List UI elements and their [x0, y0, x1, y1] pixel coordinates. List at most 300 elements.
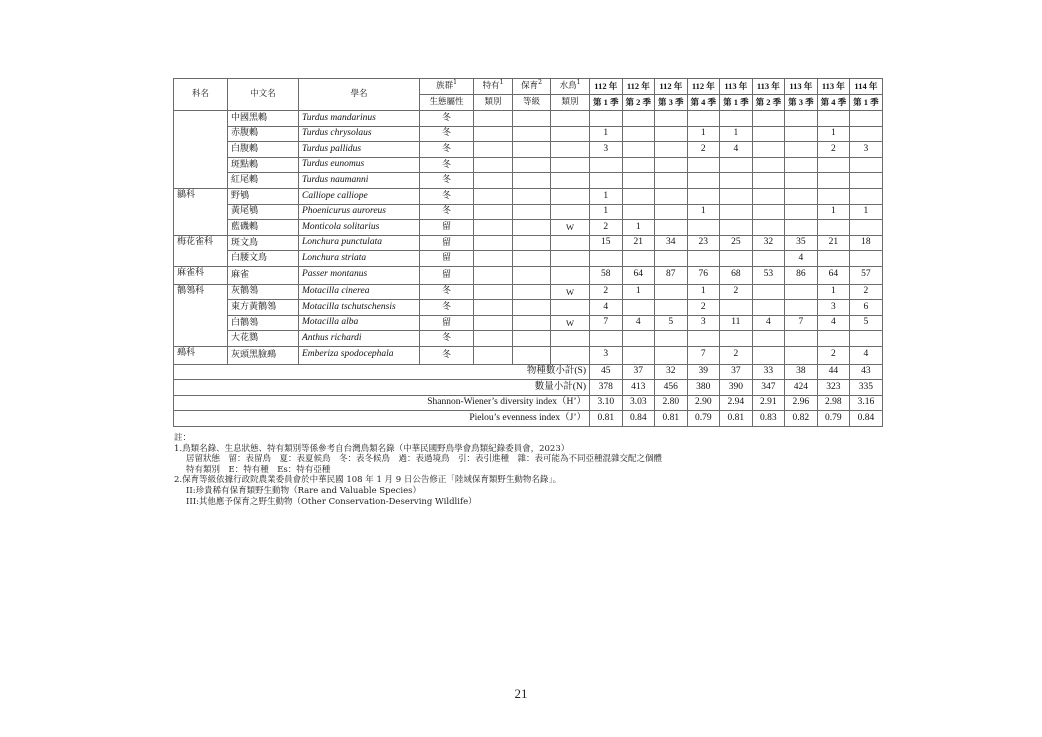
chinese-name-cell: 灰鶺鴒	[228, 284, 299, 300]
count-cell: 2	[720, 346, 753, 364]
table-row	[174, 235, 883, 251]
count-cell: 7	[785, 315, 818, 331]
count-cell	[752, 220, 785, 236]
header-season-year: 113 年	[785, 79, 818, 95]
summary-value: 2.98	[817, 395, 850, 411]
count-cell	[785, 284, 818, 300]
count-cell: 3	[817, 300, 850, 316]
table-row	[174, 300, 883, 316]
scientific-name-cell: Lonchura striata	[299, 251, 420, 267]
count-cell	[785, 188, 818, 204]
summary-value: 33	[752, 364, 785, 380]
table-row	[174, 331, 883, 347]
count-cell	[687, 331, 720, 347]
count-cell	[817, 157, 850, 173]
family-cell: 鶲科	[174, 188, 228, 235]
count-cell	[655, 157, 688, 173]
count-cell	[622, 142, 655, 158]
summary-row	[174, 411, 883, 427]
scientific-name-cell: Turdus pallidus	[299, 142, 420, 158]
chinese-name-cell: 白腹鶇	[228, 142, 299, 158]
conservation-cell	[513, 111, 551, 127]
summary-value: 2.91	[752, 395, 785, 411]
summary-row	[174, 364, 883, 380]
endemic-cell	[474, 251, 513, 267]
waterbird-cell	[551, 126, 590, 142]
summary-value: 44	[817, 364, 850, 380]
count-cell	[720, 204, 753, 220]
summary-value: 37	[622, 364, 655, 380]
header-season-year: 114 年	[850, 79, 883, 95]
count-cell	[622, 157, 655, 173]
count-cell	[785, 331, 818, 347]
scientific-name-cell: Anthus richardi	[299, 331, 420, 347]
summary-value: 45	[590, 364, 623, 380]
count-cell	[752, 346, 785, 364]
waterbird-cell	[551, 111, 590, 127]
count-cell	[752, 157, 785, 173]
count-cell	[590, 331, 623, 347]
table-row	[174, 111, 883, 127]
summary-row	[174, 395, 883, 411]
count-cell: 1	[590, 188, 623, 204]
waterbird-cell	[551, 157, 590, 173]
count-cell	[785, 173, 818, 189]
header-season: 第 4 季	[687, 95, 720, 111]
conservation-cell	[513, 188, 551, 204]
summary-value: 378	[590, 380, 623, 396]
summary-label: Pielou’s evenness index（J’）	[174, 411, 590, 427]
header-waterbird-sub: 類別	[551, 95, 590, 111]
conservation-cell	[513, 315, 551, 331]
summary-value: 2.80	[655, 395, 688, 411]
chinese-name-cell: 大花鷚	[228, 331, 299, 347]
scientific-name-cell: Passer montanus	[299, 266, 420, 284]
family-cell: 鶺鴒科	[174, 284, 228, 346]
scientific-name-cell: Turdus mandarinus	[299, 111, 420, 127]
population-cell: 冬	[420, 173, 474, 189]
header-season-year: 112 年	[687, 79, 720, 95]
header-season: 第 3 季	[655, 95, 688, 111]
endemic-cell	[474, 300, 513, 316]
population-cell: 留	[420, 266, 474, 284]
summary-value: 0.83	[752, 411, 785, 427]
count-cell: 35	[785, 235, 818, 251]
table-row	[174, 284, 883, 300]
waterbird-cell	[551, 173, 590, 189]
endemic-cell	[474, 315, 513, 331]
count-cell	[720, 173, 753, 189]
waterbird-cell: W	[551, 284, 590, 300]
endemic-cell	[474, 266, 513, 284]
header-population: 族群$^1$	[420, 79, 474, 95]
table-row	[174, 173, 883, 189]
waterbird-cell	[551, 346, 590, 364]
population-cell: 留	[420, 315, 474, 331]
count-cell	[655, 346, 688, 364]
summary-value: 2.94	[720, 395, 753, 411]
page-number: 21	[514, 686, 528, 701]
summary-value: 2.96	[785, 395, 818, 411]
count-cell: 7	[687, 346, 720, 364]
header-waterbird: 水鳥$^1$	[551, 79, 590, 95]
header-season-year: 113 年	[817, 79, 850, 95]
count-cell: 18	[850, 235, 883, 251]
family-cell	[174, 111, 228, 189]
conservation-cell	[513, 235, 551, 251]
conservation-cell	[513, 251, 551, 267]
conservation-cell	[513, 204, 551, 220]
population-cell: 冬	[420, 126, 474, 142]
footnote-line: 1.鳥類名錄、生息狀態、特有類別等係參考自台灣鳥類名錄（中華民國野鳥學會鳥類紀錄委員會，2023）	[174, 443, 570, 454]
summary-value: 38	[785, 364, 818, 380]
header-season-year: 113 年	[720, 79, 753, 95]
count-cell: 23	[687, 235, 720, 251]
chinese-name-cell: 紅尾鶇	[228, 173, 299, 189]
count-cell: 4	[850, 346, 883, 364]
count-cell	[622, 346, 655, 364]
count-cell	[785, 126, 818, 142]
table-row	[174, 251, 883, 267]
count-cell: 4	[817, 315, 850, 331]
summary-label: 數量小計(N)	[174, 380, 590, 396]
scientific-name-cell: Phoenicurus auroreus	[299, 204, 420, 220]
endemic-cell	[474, 220, 513, 236]
summary-label: Shannon-Wiener’s diversity index（H’）	[174, 395, 590, 411]
population-cell: 冬	[420, 204, 474, 220]
header-family: 科名	[174, 79, 228, 111]
count-cell: 32	[752, 235, 785, 251]
conservation-cell	[513, 173, 551, 189]
footnote-title: 註：	[174, 433, 192, 443]
waterbird-cell	[551, 235, 590, 251]
count-cell	[817, 188, 850, 204]
summary-label: 物種數小計(S)	[174, 364, 590, 380]
count-cell: 86	[785, 266, 818, 284]
population-cell: 冬	[420, 188, 474, 204]
footnote-line: 2.保育等級依據行政院農業委員會於中華民國 108 年 1 月 9 日公告修正「陸域保育類野生動物名錄」。	[174, 475, 562, 486]
summary-value: 323	[817, 380, 850, 396]
summary-value: 3.10	[590, 395, 623, 411]
endemic-cell	[474, 142, 513, 158]
count-cell: 2	[687, 142, 720, 158]
count-cell: 64	[817, 266, 850, 284]
conservation-cell	[513, 142, 551, 158]
count-cell	[687, 220, 720, 236]
summary-value: 0.81	[590, 411, 623, 427]
count-cell	[622, 251, 655, 267]
chinese-name-cell: 白腰文鳥	[228, 251, 299, 267]
summary-value: 413	[622, 380, 655, 396]
summary-value: 0.79	[687, 411, 720, 427]
chinese-name-cell: 黃尾鴝	[228, 204, 299, 220]
waterbird-cell	[551, 142, 590, 158]
population-cell: 冬	[420, 284, 474, 300]
count-cell	[590, 251, 623, 267]
endemic-cell	[474, 331, 513, 347]
count-cell	[655, 251, 688, 267]
count-cell	[752, 204, 785, 220]
count-cell	[850, 157, 883, 173]
header-season-year: 113 年	[752, 79, 785, 95]
count-cell	[720, 157, 753, 173]
count-cell	[687, 188, 720, 204]
count-cell	[752, 126, 785, 142]
count-cell: 1	[687, 204, 720, 220]
header-season-year: 112 年	[622, 79, 655, 95]
chinese-name-cell: 藍磯鶇	[228, 220, 299, 236]
endemic-cell	[474, 188, 513, 204]
family-cell: 鵐科	[174, 346, 228, 364]
summary-row	[174, 380, 883, 396]
count-cell	[720, 251, 753, 267]
count-cell	[687, 157, 720, 173]
header-population-sub: 生態屬性	[420, 95, 474, 111]
endemic-cell	[474, 235, 513, 251]
chinese-name-cell: 灰頭黑臉鵐	[228, 346, 299, 364]
count-cell	[850, 251, 883, 267]
chinese-name-cell: 野鴝	[228, 188, 299, 204]
count-cell	[655, 188, 688, 204]
count-cell	[655, 331, 688, 347]
chinese-name-cell: 中國黑鶇	[228, 111, 299, 127]
footnote-line: III:其他應予保育之野生動物（Other Conservation-Deserving Wildlife）	[186, 496, 477, 507]
count-cell	[817, 173, 850, 189]
count-cell	[752, 300, 785, 316]
count-cell	[752, 284, 785, 300]
summary-value: 32	[655, 364, 688, 380]
header-season: 第 1 季	[590, 95, 623, 111]
table-row	[174, 188, 883, 204]
population-cell: 冬	[420, 111, 474, 127]
count-cell: 1	[817, 126, 850, 142]
population-cell: 冬	[420, 346, 474, 364]
population-cell: 冬	[420, 300, 474, 316]
count-cell: 1	[850, 204, 883, 220]
count-cell	[785, 142, 818, 158]
population-cell: 冬	[420, 142, 474, 158]
count-cell	[850, 220, 883, 236]
table-row	[174, 157, 883, 173]
count-cell	[655, 204, 688, 220]
waterbird-cell: W	[551, 220, 590, 236]
conservation-cell	[513, 126, 551, 142]
chinese-name-cell: 斑文鳥	[228, 235, 299, 251]
summary-value: 0.82	[785, 411, 818, 427]
chinese-name-cell: 白鶺鴒	[228, 315, 299, 331]
conservation-cell	[513, 157, 551, 173]
endemic-cell	[474, 126, 513, 142]
scientific-name-cell: Emberiza spodocephala	[299, 346, 420, 364]
endemic-cell	[474, 157, 513, 173]
endemic-cell	[474, 204, 513, 220]
header-season: 第 2 季	[752, 95, 785, 111]
population-cell: 留	[420, 235, 474, 251]
count-cell	[785, 220, 818, 236]
header-season-year: 112 年	[590, 79, 623, 95]
count-cell: 5	[850, 315, 883, 331]
scientific-name-cell: Motacilla tschutschensis	[299, 300, 420, 316]
count-cell: 5	[655, 315, 688, 331]
count-cell: 11	[720, 315, 753, 331]
count-cell	[622, 188, 655, 204]
waterbird-cell: W	[551, 315, 590, 331]
population-cell: 冬	[420, 331, 474, 347]
count-cell: 1	[590, 204, 623, 220]
table-row	[174, 266, 883, 284]
conservation-cell	[513, 284, 551, 300]
summary-value: 347	[752, 380, 785, 396]
count-cell: 68	[720, 266, 753, 284]
table-body	[174, 111, 883, 427]
count-cell	[817, 111, 850, 127]
header-chinese-name: 中文名	[228, 79, 299, 111]
endemic-cell	[474, 346, 513, 364]
count-cell: 2	[590, 284, 623, 300]
table-row	[174, 126, 883, 142]
waterbird-cell	[551, 188, 590, 204]
header-season: 第 4 季	[817, 95, 850, 111]
count-cell	[720, 188, 753, 204]
count-cell	[785, 204, 818, 220]
count-cell: 3	[590, 346, 623, 364]
footnote-line: II:珍貴稀有保育類野生動物（Rare and Valuable Species）	[186, 485, 421, 496]
count-cell: 21	[622, 235, 655, 251]
endemic-cell	[474, 111, 513, 127]
count-cell	[720, 300, 753, 316]
count-cell	[622, 204, 655, 220]
count-cell	[622, 300, 655, 316]
count-cell: 2	[850, 284, 883, 300]
count-cell: 34	[655, 235, 688, 251]
count-cell	[687, 111, 720, 127]
count-cell: 2	[720, 284, 753, 300]
summary-value: 380	[687, 380, 720, 396]
count-cell: 2	[687, 300, 720, 316]
count-cell: 1	[622, 220, 655, 236]
count-cell: 53	[752, 266, 785, 284]
scientific-name-cell: Lonchura punctulata	[299, 235, 420, 251]
summary-value: 456	[655, 380, 688, 396]
count-cell	[720, 331, 753, 347]
count-cell: 87	[655, 266, 688, 284]
count-cell	[785, 157, 818, 173]
scientific-name-cell: Motacilla cinerea	[299, 284, 420, 300]
waterbird-cell	[551, 300, 590, 316]
count-cell	[817, 251, 850, 267]
count-cell: 4	[590, 300, 623, 316]
header-season: 第 3 季	[785, 95, 818, 111]
table-row	[174, 315, 883, 331]
count-cell: 3	[850, 142, 883, 158]
header-endemic: 特有$^1$	[474, 79, 513, 95]
count-cell	[622, 126, 655, 142]
count-cell	[850, 126, 883, 142]
conservation-cell	[513, 266, 551, 284]
count-cell: 58	[590, 266, 623, 284]
count-cell: 1	[720, 126, 753, 142]
table-row	[174, 346, 883, 364]
scientific-name-cell: Motacilla alba	[299, 315, 420, 331]
count-cell	[655, 220, 688, 236]
count-cell	[622, 173, 655, 189]
table-row	[174, 142, 883, 158]
endemic-cell	[474, 284, 513, 300]
scientific-name-cell: Turdus naumanni	[299, 173, 420, 189]
summary-value: 2.90	[687, 395, 720, 411]
count-cell	[752, 173, 785, 189]
count-cell	[850, 173, 883, 189]
count-cell	[752, 111, 785, 127]
count-cell: 1	[622, 284, 655, 300]
summary-value: 0.79	[817, 411, 850, 427]
count-cell	[817, 220, 850, 236]
conservation-cell	[513, 220, 551, 236]
count-cell	[720, 111, 753, 127]
count-cell	[850, 188, 883, 204]
count-cell: 1	[687, 284, 720, 300]
table-row	[174, 204, 883, 220]
population-cell: 留	[420, 251, 474, 267]
count-cell	[817, 331, 850, 347]
header-conservation-sub: 等級	[513, 95, 551, 111]
count-cell: 21	[817, 235, 850, 251]
count-cell: 4	[752, 315, 785, 331]
count-cell	[655, 300, 688, 316]
table-row	[174, 220, 883, 236]
family-cell: 麻雀科	[174, 266, 228, 284]
summary-value: 39	[687, 364, 720, 380]
count-cell: 4	[785, 251, 818, 267]
footnote-line: 特有類別 E：特有種 Es：特有亞種	[186, 464, 331, 475]
population-cell: 留	[420, 220, 474, 236]
summary-value: 0.84	[622, 411, 655, 427]
bird-survey-table	[173, 78, 883, 427]
count-cell: 15	[590, 235, 623, 251]
count-cell	[752, 188, 785, 204]
count-cell: 2	[590, 220, 623, 236]
count-cell	[590, 111, 623, 127]
count-cell: 76	[687, 266, 720, 284]
population-cell: 冬	[420, 157, 474, 173]
endemic-cell	[474, 173, 513, 189]
count-cell	[850, 331, 883, 347]
count-cell	[752, 331, 785, 347]
count-cell	[752, 251, 785, 267]
count-cell	[655, 126, 688, 142]
count-cell	[687, 251, 720, 267]
count-cell: 3	[687, 315, 720, 331]
count-cell: 1	[687, 126, 720, 142]
count-cell: 6	[850, 300, 883, 316]
count-cell	[622, 331, 655, 347]
count-cell: 2	[817, 346, 850, 364]
count-cell: 1	[817, 204, 850, 220]
summary-value: 0.84	[850, 411, 883, 427]
waterbird-cell	[551, 251, 590, 267]
scientific-name-cell: Turdus chrysolaus	[299, 126, 420, 142]
scientific-name-cell: Calliope calliope	[299, 188, 420, 204]
count-cell	[785, 300, 818, 316]
header-season: 第 2 季	[622, 95, 655, 111]
summary-value: 0.81	[655, 411, 688, 427]
count-cell: 1	[817, 284, 850, 300]
count-cell	[590, 157, 623, 173]
header-season-year: 112 年	[655, 79, 688, 95]
summary-value: 43	[850, 364, 883, 380]
count-cell	[622, 111, 655, 127]
chinese-name-cell: 赤腹鶇	[228, 126, 299, 142]
